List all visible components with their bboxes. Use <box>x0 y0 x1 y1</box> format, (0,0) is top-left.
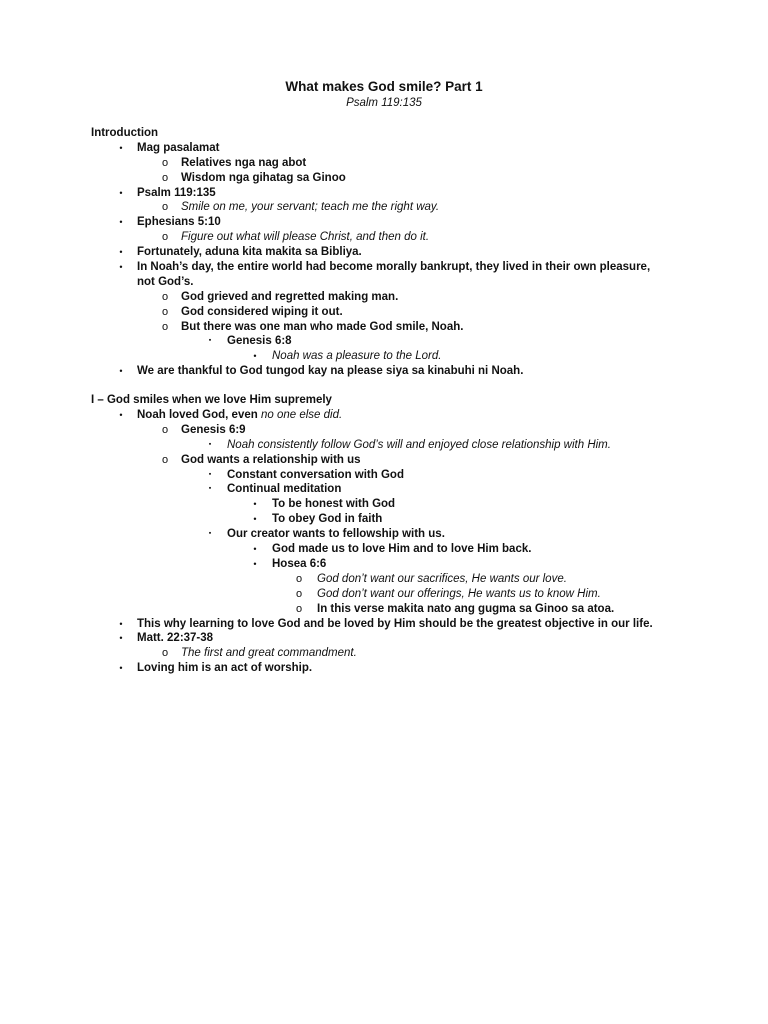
bullet-icon: • <box>119 247 123 258</box>
item-text <box>227 527 445 542</box>
outline-item <box>0 497 768 512</box>
item-text <box>137 186 216 201</box>
bullet-icon: • <box>119 217 123 228</box>
outline-content <box>0 126 768 676</box>
outline-item <box>0 230 768 245</box>
item-text <box>181 290 398 305</box>
outline-item <box>0 186 768 201</box>
item-text <box>227 438 611 453</box>
item-text-main: Wisdom nga gihatag sa Ginoo <box>181 171 346 184</box>
item-text-main: Constant conversation with God <box>227 468 404 481</box>
item-text <box>137 141 219 156</box>
item-text-main: God don’t want our sacrifices, He wants our love. <box>317 572 567 585</box>
bullet-icon: o <box>161 156 169 169</box>
item-text-main: Psalm 119:135 <box>137 186 216 199</box>
item-text <box>317 572 567 587</box>
item-text <box>91 393 332 408</box>
outline-item <box>0 453 768 468</box>
bullet-icon: • <box>119 142 123 153</box>
bullet-icon: o <box>161 305 169 318</box>
item-text <box>137 631 213 646</box>
item-text-main: In Noah’s day, the entire world had become morally bankrupt, they lived in their own pleasure, <box>137 261 651 274</box>
item-text-main: Noah was a pleasure to the Lord. <box>272 350 442 363</box>
item-text-main: God wants a relationship with us <box>181 453 361 466</box>
outline-item <box>0 587 768 602</box>
outline-item <box>0 468 768 483</box>
item-text <box>227 468 404 483</box>
bullet-icon: o <box>295 572 303 585</box>
bullet-icon: • <box>253 544 257 555</box>
bullet-icon: • <box>119 262 123 273</box>
bullet-icon: o <box>161 647 169 660</box>
bullet-icon: • <box>253 499 257 510</box>
outline-item <box>0 141 768 156</box>
item-text <box>272 557 326 572</box>
outline-item <box>0 646 768 661</box>
outline-item <box>0 290 768 305</box>
item-text <box>137 617 653 632</box>
bullet-icon: • <box>253 514 257 525</box>
item-text-main: Noah consistently follow God’s will and enjoyed close relationship with Him. <box>227 438 611 451</box>
item-text-main: To be honest with God <box>272 498 396 511</box>
item-text-main: I – God smiles when we love Him supremely <box>91 394 332 407</box>
outline-item <box>0 542 768 557</box>
outline-item <box>0 334 768 349</box>
item-text <box>137 408 342 423</box>
item-text <box>181 646 357 661</box>
bullet-icon: o <box>161 320 169 333</box>
item-text-main: We are thankful to God tungod kay na please siya sa kinabuhi ni Noah. <box>137 365 524 378</box>
item-text <box>272 542 531 557</box>
item-text <box>272 512 382 527</box>
bullet-icon: o <box>161 201 169 214</box>
item-text-main: God don’t want our offerings, He wants us to know Him. <box>317 587 601 600</box>
item-text <box>317 602 614 617</box>
outline-item <box>0 572 768 587</box>
item-text-main: This why learning to love God and be loved by Him should be the greatest objective in our life. <box>137 617 653 630</box>
bullet-icon: o <box>295 602 303 615</box>
bullet-icon: ▪ <box>208 485 212 493</box>
item-text-main: Continual meditation <box>227 483 342 496</box>
outline-item <box>0 200 768 215</box>
outline-item <box>0 349 768 364</box>
item-text <box>181 423 246 438</box>
bullet-icon: ▪ <box>208 440 212 448</box>
item-text <box>181 230 429 245</box>
bullet-icon: • <box>119 618 123 629</box>
document-subtitle: Psalm 119:135 <box>346 97 422 109</box>
item-text-main: The first and great commandment. <box>181 647 357 660</box>
item-text-emphasis: no one else did. <box>260 409 343 422</box>
outline-item <box>0 215 768 230</box>
outline-item <box>0 661 768 676</box>
item-text <box>181 156 306 171</box>
item-text <box>181 320 463 335</box>
item-text-main: God made us to love Him and to love Him back. <box>272 543 532 556</box>
item-text-main: But there was one man who made God smile, Noah. <box>181 320 464 333</box>
outline-item <box>0 631 768 646</box>
outline-item <box>0 423 768 438</box>
item-text-main: Loving him is an act of worship. <box>137 662 313 675</box>
outline-item <box>0 305 768 320</box>
section-heading <box>0 393 768 408</box>
item-text-main: Figure out what will please Christ, and then do it. <box>181 231 430 244</box>
item-text-main: In this verse makita nato ang gugma sa Ginoo sa atoa. <box>317 602 615 615</box>
outline-item <box>0 617 768 632</box>
item-text <box>181 453 361 468</box>
bullet-icon: o <box>161 423 169 436</box>
item-text-main: Matt. 22:37-38 <box>137 632 214 645</box>
document-title: What makes God smile? Part 1 <box>285 79 483 94</box>
bullet-icon: ▪ <box>208 337 212 345</box>
item-text-main: Noah loved God, even <box>137 409 261 422</box>
item-text <box>272 497 395 512</box>
outline-item <box>0 602 768 617</box>
bullet-icon: • <box>119 410 123 421</box>
item-text-main: Ephesians 5:10 <box>137 216 221 229</box>
item-text <box>181 200 439 215</box>
bullet-icon: • <box>253 558 257 569</box>
section-heading <box>0 126 768 141</box>
outline-item <box>0 482 768 497</box>
bullet-icon: • <box>119 366 123 377</box>
bullet-icon: o <box>295 587 303 600</box>
item-text <box>91 126 158 141</box>
item-text-main: God considered wiping it out. <box>181 305 343 318</box>
item-text <box>181 171 346 186</box>
item-text <box>227 334 292 349</box>
bullet-icon: ▪ <box>208 470 212 478</box>
item-text-main: Introduction <box>91 127 159 139</box>
outline-item <box>0 275 768 290</box>
outline-item <box>0 320 768 335</box>
item-text-main: Mag pasalamat <box>137 141 220 154</box>
outline-item <box>0 527 768 542</box>
item-text <box>137 364 523 379</box>
item-text-main: To obey God in faith <box>272 513 383 526</box>
item-text-main: Hosea 6:6 <box>272 557 327 570</box>
outline-item <box>0 260 768 275</box>
item-text-main: Fortunately, aduna kita makita sa Bibliya. <box>137 246 362 259</box>
bullet-icon: o <box>161 290 169 303</box>
outline-item <box>0 364 768 379</box>
outline-item <box>0 245 768 260</box>
item-text <box>317 587 601 602</box>
bullet-icon: o <box>161 231 169 244</box>
item-text-main: Our creator wants to fellowship with us. <box>227 528 445 541</box>
item-text-main: Relatives nga nag abot <box>181 156 307 169</box>
bullet-icon: • <box>119 663 123 674</box>
outline-item <box>0 438 768 453</box>
item-text <box>181 305 343 320</box>
outline-item <box>0 156 768 171</box>
bullet-icon: • <box>253 351 257 362</box>
item-text <box>137 275 193 290</box>
item-text <box>272 349 441 364</box>
item-text <box>137 245 362 260</box>
bullet-icon: ▪ <box>208 530 212 538</box>
item-text <box>227 482 341 497</box>
item-text <box>137 661 312 676</box>
bullet-icon: • <box>119 187 123 198</box>
outline-item <box>0 557 768 572</box>
item-text-main: Genesis 6:9 <box>181 423 246 436</box>
bullet-icon: o <box>161 453 169 466</box>
outline-item <box>0 171 768 186</box>
bullet-icon: • <box>119 633 123 644</box>
bullet-icon: o <box>161 171 169 184</box>
item-text-main: God grieved and regretted making man. <box>181 290 399 303</box>
item-text-main: Smile on me, your servant; teach me the right way. <box>181 201 440 214</box>
item-text-main: Genesis 6:8 <box>227 335 292 348</box>
outline-item <box>0 408 768 423</box>
item-text <box>137 215 221 230</box>
item-text <box>137 260 650 275</box>
outline-item <box>0 512 768 527</box>
item-text-main: not God’s. <box>137 275 194 288</box>
